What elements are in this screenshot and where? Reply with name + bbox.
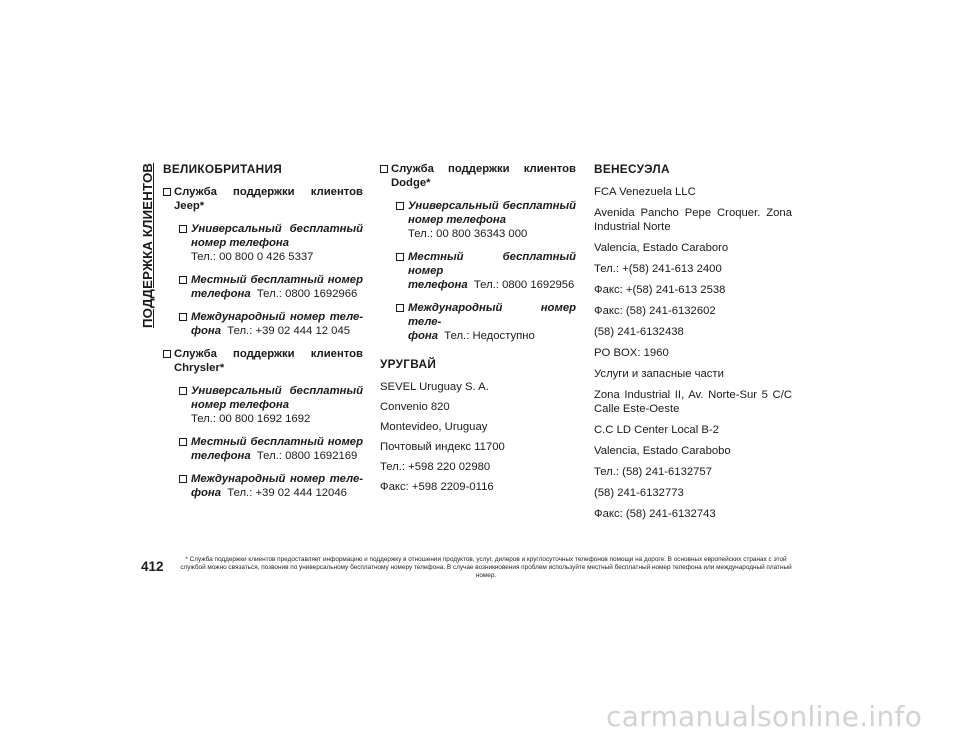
uruguay-line: SEVEL Uruguay S. A. [380,381,489,393]
jeep-international-number: Международный номер теле- фона Тел.: +39 02 444 12 045 [163,310,363,338]
uruguay-line: Тел.: +598 220 02980 [380,461,491,473]
square-bullet-icon [179,313,187,321]
phone-value: Тел.: +39 02 444 12046 [227,487,347,499]
service-jeep-title: Служба поддержки клиентов Jeep* [163,185,363,213]
footnote: * Служба поддержки клиентов предоставляет информацию и поддержку в отношении продуктов, услуг, дилеров и круглосуточных телефонов помощи на дороге. В основных европейских странах с этой службой можно связаться, позвонив по универсальному бесплатному номеру телефона. В случае возникновения проблем используйте местный бесплатный номер телефона или международный платный номер. [180,556,792,579]
chrysler-local-number: Местный бесплатный номер телефона Тел.: 0800 1692169 [163,435,363,463]
column-venezuela [594,162,792,528]
venezuela-line: Услуги и запасные части [594,368,724,380]
chrysler-universal-number: Универсальный бесплатный номер телефона Тел.: 00 800 1692 1692 [163,384,363,426]
column-dodge-uruguay [380,162,576,500]
uruguay-line: Convenio 820 [380,401,450,413]
square-bullet-icon [179,276,187,284]
jeep-universal-number: Универсальный бесплатный номер телефона Тел.: 00 800 0 426 5337 [163,222,363,264]
square-bullet-icon [179,438,187,446]
heading-uruguay: УРУГВАЙ [380,357,437,371]
chrysler-international-number: Международный номер теле- фона Тел.: +39 02 444 12046 [163,472,363,500]
phone-value: Тел.: Недоступно [444,330,535,342]
watermark-text: carmanualsonline.info [606,700,923,733]
venezuela-line: Zona Industrial II, Av. Norte-Sur 5 C/C Calle Este-Oeste [594,389,792,415]
square-bullet-icon [163,188,171,196]
venezuela-line: Avenida Pancho Pepe Croquer. Zona Industrial Norte [594,207,792,233]
venezuela-line: (58) 241-6132438 [594,326,684,338]
uruguay-line: Почтовый индекс 11700 [380,441,505,453]
square-bullet-icon [396,304,404,312]
venezuela-line: Valencia, Estado Carabobo [594,445,731,457]
square-bullet-icon [179,475,187,483]
uruguay-line: Факс: +598 2209-0116 [380,481,494,493]
venezuela-line: (58) 241-6132773 [594,487,684,499]
phone-value: Тел.: 0800 1692956 [473,279,575,291]
square-bullet-icon [396,253,404,261]
venezuela-line: Факс: +(58) 241-613 2538 [594,284,726,296]
square-bullet-icon [396,202,404,210]
phone-value: Тел.: 00 800 1692 1692 [191,413,311,425]
phone-value: Тел.: 00 800 36343 000 [408,228,528,240]
heading-uk: ВЕЛИКОБРИТАНИЯ [163,162,283,176]
column-uk [163,162,363,509]
jeep-local-number: Местный бесплатный номер телефона Тел.: 0800 1692966 [163,273,363,301]
dodge-local-number: Местный бесплатный номер телефона Тел.: 0800 1692956 [380,250,576,292]
square-bullet-icon [163,350,171,358]
venezuela-line: FCA Venezuela LLC [594,186,696,198]
page-number: 412 [141,559,164,574]
service-chrysler-title: Служба поддержки клиентов Chrysler* [163,347,363,375]
phone-value: Тел.: 0800 1692966 [256,288,358,300]
venezuela-line: C.C LD Center Local B-2 [594,424,719,436]
phone-value: Тел.: 0800 1692169 [256,450,358,462]
square-bullet-icon [179,225,187,233]
square-bullet-icon [179,387,187,395]
heading-venezuela: ВЕНЕСУЭЛА [594,162,670,176]
side-section-label: ПОДДЕРЖКА КЛИЕНТОВ [140,162,155,328]
side-section-tab [137,162,159,328]
venezuela-line: Факс: (58) 241-6132602 [594,305,716,317]
venezuela-line: PO BOX: 1960 [594,347,669,359]
service-dodge-title: Служба поддержки клиентов Dodge* [380,162,576,190]
dodge-universal-number: Универсальный бесплатный номер телефона Тел.: 00 800 36343 000 [380,199,576,241]
uruguay-line: Montevideo, Uruguay [380,421,488,433]
dodge-international-number: Международный номер теле- фона Тел.: Недоступно [380,301,576,343]
phone-value: Тел.: 00 800 0 426 5337 [191,251,314,263]
venezuela-line: Тел.: (58) 241-6132757 [594,466,712,478]
square-bullet-icon [380,165,388,173]
venezuela-line: Факс: (58) 241-6132743 [594,508,716,520]
venezuela-line: Тел.: +(58) 241-613 2400 [594,263,722,275]
venezuela-line: Valencia, Estado Caraboro [594,242,729,254]
phone-value: Тел.: +39 02 444 12 045 [227,325,351,337]
